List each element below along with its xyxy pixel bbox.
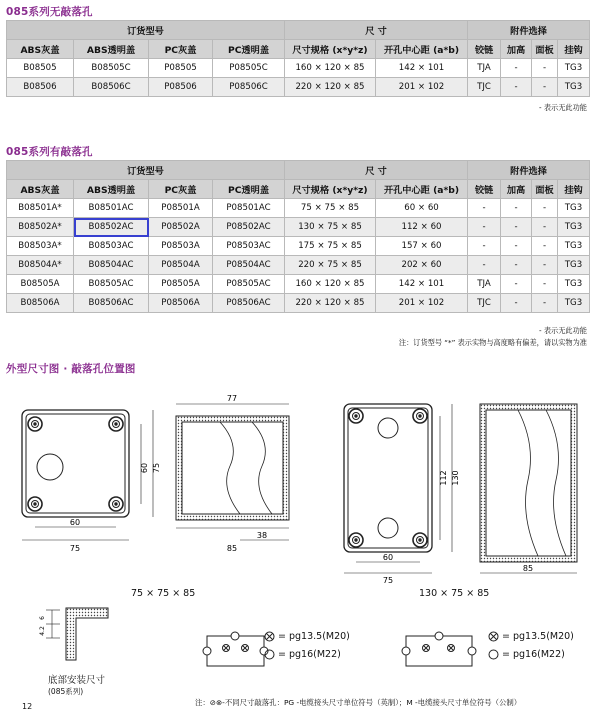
column-header: 加高 bbox=[501, 40, 532, 59]
table-cell: TG3 bbox=[558, 256, 590, 275]
table-cell: - bbox=[468, 237, 501, 256]
table-cell: - bbox=[501, 275, 532, 294]
knockout-diagram-1 bbox=[203, 632, 268, 666]
table-cell: TG3 bbox=[558, 78, 590, 97]
table-cell: TG3 bbox=[558, 199, 590, 218]
column-header: 铰链 bbox=[468, 180, 501, 199]
table-cell: P08506A bbox=[149, 294, 213, 313]
drawing1-label: 75 × 75 × 85 bbox=[131, 588, 196, 599]
column-header: 面板 bbox=[532, 180, 558, 199]
table-cell: 112 × 60 bbox=[376, 218, 468, 237]
table-cell: B08505A bbox=[7, 275, 74, 294]
legend-pg135-text-2: = pg13.5(M20) bbox=[502, 631, 574, 642]
section1-note: - 表示无此功能 bbox=[538, 103, 587, 112]
legend-pg135-text: = pg13.5(M20) bbox=[278, 631, 350, 642]
table-cell: TJC bbox=[468, 294, 501, 313]
spec-table-2 bbox=[6, 160, 590, 313]
column-header: PC透明盖 bbox=[213, 180, 285, 199]
table-cell: B08501AC bbox=[74, 199, 149, 218]
column-header: 挂钩 bbox=[558, 40, 590, 59]
drawing2-side-view bbox=[480, 404, 577, 573]
table-cell: - bbox=[501, 218, 532, 237]
column-header: PC透明盖 bbox=[213, 40, 285, 59]
table-cell: 60 × 60 bbox=[376, 199, 468, 218]
table-cell: 220 × 120 × 85 bbox=[285, 294, 376, 313]
table-cell: 130 × 75 × 85 bbox=[285, 218, 376, 237]
group-header-size: 尺 寸 bbox=[285, 21, 468, 40]
table-row bbox=[7, 218, 590, 237]
spec-table-1 bbox=[6, 20, 590, 97]
table-row bbox=[7, 256, 590, 275]
table-cell: P08502AC bbox=[213, 218, 285, 237]
drawing1-side-d: 85 bbox=[226, 544, 238, 553]
table-row bbox=[7, 275, 590, 294]
table-cell: 201 × 102 bbox=[376, 294, 468, 313]
table-cell: - bbox=[532, 59, 558, 78]
column-header: 开孔中心距 (a*b) bbox=[376, 180, 468, 199]
table-row bbox=[7, 78, 590, 97]
table-cell: 142 × 101 bbox=[376, 59, 468, 78]
column-header: PC灰盖 bbox=[149, 180, 213, 199]
table-cell: - bbox=[468, 218, 501, 237]
table-cell: - bbox=[501, 237, 532, 256]
table-row bbox=[7, 294, 590, 313]
table-cell: 75 × 75 × 85 bbox=[285, 199, 376, 218]
column-header: ABS灰盖 bbox=[7, 180, 74, 199]
table-cell: B08505C bbox=[74, 59, 149, 78]
table-cell: - bbox=[501, 59, 532, 78]
drawing1-top-dim: 77 bbox=[226, 394, 238, 403]
group-header-accessories: 附件选择 bbox=[468, 21, 590, 40]
column-header: PC灰盖 bbox=[149, 40, 213, 59]
column-header: ABS灰盖 bbox=[7, 40, 74, 59]
legend-pg135-2 bbox=[488, 631, 574, 642]
column-header: 加高 bbox=[501, 180, 532, 199]
drawing2-height2: 130 bbox=[451, 470, 460, 486]
table-cell: B08506 bbox=[7, 78, 74, 97]
table-cell: TG3 bbox=[558, 218, 590, 237]
table-cell: P08503AC bbox=[213, 237, 285, 256]
table-cell: B08504AC bbox=[74, 256, 149, 275]
table-cell: TG3 bbox=[558, 275, 590, 294]
group-header-order: 订货型号 bbox=[7, 21, 285, 40]
section2-note-dash: - 表示无此功能 bbox=[538, 326, 587, 335]
table-cell: - bbox=[468, 199, 501, 218]
section2-title: 085系列有敲落孔 bbox=[6, 146, 93, 158]
table-cell: 201 × 102 bbox=[376, 78, 468, 97]
column-header: 面板 bbox=[532, 40, 558, 59]
section3-title: 外型尺寸图 · 敲落孔位置图 bbox=[6, 363, 136, 375]
drawing2-top-view bbox=[344, 404, 452, 573]
drawing2-height1: 112 bbox=[439, 470, 448, 486]
table-cell: P08501AC bbox=[213, 199, 285, 218]
circle-icon bbox=[264, 649, 275, 660]
table-cell: 157 × 60 bbox=[376, 237, 468, 256]
drawing1-height2: 75 bbox=[152, 462, 161, 474]
table-cell: P08505C bbox=[213, 59, 285, 78]
footer-note: 注：⊘⊗-不同尺寸敲落孔：PG -电缆接头尺寸单位符号（英制）；M -电缆接头尺寸单位符号（公制） bbox=[195, 698, 522, 707]
drawing2-width1: 60 bbox=[382, 553, 394, 562]
table-cell: P08506C bbox=[213, 78, 285, 97]
table-cell: 202 × 60 bbox=[376, 256, 468, 275]
drawing2-label: 130 × 75 × 85 bbox=[419, 588, 490, 599]
section2-note-asterisk: 注：订货型号 “*” 表示实物与高度略有偏差，请以实物为准 bbox=[398, 338, 587, 347]
drawing1-side-view bbox=[176, 404, 289, 540]
table-cell: - bbox=[532, 294, 558, 313]
table-cell: P08505A bbox=[149, 275, 213, 294]
table-row bbox=[7, 199, 590, 218]
table-cell: - bbox=[532, 78, 558, 97]
table-cell: P08505AC bbox=[213, 275, 285, 294]
group-header-accessories: 附件选择 bbox=[468, 161, 590, 180]
group-header-size: 尺 寸 bbox=[285, 161, 468, 180]
legend-pg16-text-2: = pg16(M22) bbox=[502, 649, 565, 660]
table-cell: TJA bbox=[468, 275, 501, 294]
drawing1-side-w: 38 bbox=[256, 531, 268, 540]
table-cell: B08506C bbox=[74, 78, 149, 97]
table-cell: TG3 bbox=[558, 237, 590, 256]
table-cell: B08502AC bbox=[74, 218, 149, 237]
legend-pg135 bbox=[264, 631, 350, 642]
section1-title: 085系列无敲落孔 bbox=[6, 6, 93, 18]
column-header: 开孔中心距 (a*b) bbox=[376, 40, 468, 59]
bottom-mount-detail bbox=[46, 608, 108, 660]
table-cell: P08501A bbox=[149, 199, 213, 218]
table-cell: - bbox=[501, 256, 532, 275]
table-cell: B08506AC bbox=[74, 294, 149, 313]
cross-circle-icon bbox=[488, 631, 499, 642]
table-cell: B08501A* bbox=[7, 199, 74, 218]
dimension-drawings bbox=[0, 380, 595, 690]
table-cell: 175 × 75 × 85 bbox=[285, 237, 376, 256]
table-cell: - bbox=[501, 199, 532, 218]
column-header: 尺寸规格 (x*y*z) bbox=[285, 40, 376, 59]
table-cell: 142 × 101 bbox=[376, 275, 468, 294]
legend-pg16-text: = pg16(M22) bbox=[278, 649, 341, 660]
table-cell: P08503A bbox=[149, 237, 213, 256]
column-header: 尺寸规格 (x*y*z) bbox=[285, 180, 376, 199]
table-cell: - bbox=[532, 256, 558, 275]
table-cell: P08504AC bbox=[213, 256, 285, 275]
table-cell: 220 × 120 × 85 bbox=[285, 78, 376, 97]
table-cell: - bbox=[468, 256, 501, 275]
table-cell: TG3 bbox=[558, 59, 590, 78]
table-cell: P08505 bbox=[149, 59, 213, 78]
table-cell: B08504A* bbox=[7, 256, 74, 275]
table-cell: 160 × 120 × 85 bbox=[285, 59, 376, 78]
bottom-dim-a: 6 bbox=[39, 616, 46, 620]
knockout-diagram-2 bbox=[402, 632, 476, 666]
table-cell: - bbox=[501, 78, 532, 97]
legend-pg16 bbox=[264, 649, 341, 660]
legend-pg16-2 bbox=[488, 649, 565, 660]
table-cell: - bbox=[532, 275, 558, 294]
table-cell: B08502A* bbox=[7, 218, 74, 237]
drawing2-width2: 75 bbox=[382, 576, 394, 585]
table-cell: B08503A* bbox=[7, 237, 74, 256]
column-header: 铰链 bbox=[468, 40, 501, 59]
table-cell: - bbox=[532, 237, 558, 256]
table-cell: - bbox=[532, 199, 558, 218]
table-cell: P08506 bbox=[149, 78, 213, 97]
table-cell: 220 × 75 × 85 bbox=[285, 256, 376, 275]
table-row bbox=[7, 237, 590, 256]
table-cell: B08503AC bbox=[74, 237, 149, 256]
table-cell: TJA bbox=[468, 59, 501, 78]
table-row bbox=[7, 59, 590, 78]
bottom-dim-b: 4.2 bbox=[39, 626, 46, 636]
table-cell: B08505 bbox=[7, 59, 74, 78]
drawing1-top-view bbox=[22, 410, 153, 540]
table-cell: B08505AC bbox=[74, 275, 149, 294]
column-header: ABS透明盖 bbox=[74, 180, 149, 199]
table-cell: TG3 bbox=[558, 294, 590, 313]
circle-icon bbox=[488, 649, 499, 660]
table-cell: P08502A bbox=[149, 218, 213, 237]
cross-circle-icon bbox=[264, 631, 275, 642]
group-header-order: 订货型号 bbox=[7, 161, 285, 180]
table-cell: P08506AC bbox=[213, 294, 285, 313]
table-cell: - bbox=[532, 218, 558, 237]
column-header: ABS透明盖 bbox=[74, 40, 149, 59]
table-cell: TJC bbox=[468, 78, 501, 97]
drawing1-width2: 75 bbox=[69, 544, 81, 553]
page-number: 12 bbox=[22, 702, 33, 711]
drawing2-side-d: 85 bbox=[522, 564, 534, 573]
table-cell: 160 × 120 × 85 bbox=[285, 275, 376, 294]
bottom-mount-label: 底部安装尺寸 bbox=[48, 675, 106, 686]
drawing1-width1: 60 bbox=[69, 518, 81, 527]
table-cell: B08506A bbox=[7, 294, 74, 313]
column-header: 挂钩 bbox=[558, 180, 590, 199]
bottom-mount-sublabel: (085系列) bbox=[48, 687, 84, 696]
table-cell: - bbox=[501, 294, 532, 313]
table-cell: P08504A bbox=[149, 256, 213, 275]
drawing1-height1: 60 bbox=[140, 462, 149, 474]
